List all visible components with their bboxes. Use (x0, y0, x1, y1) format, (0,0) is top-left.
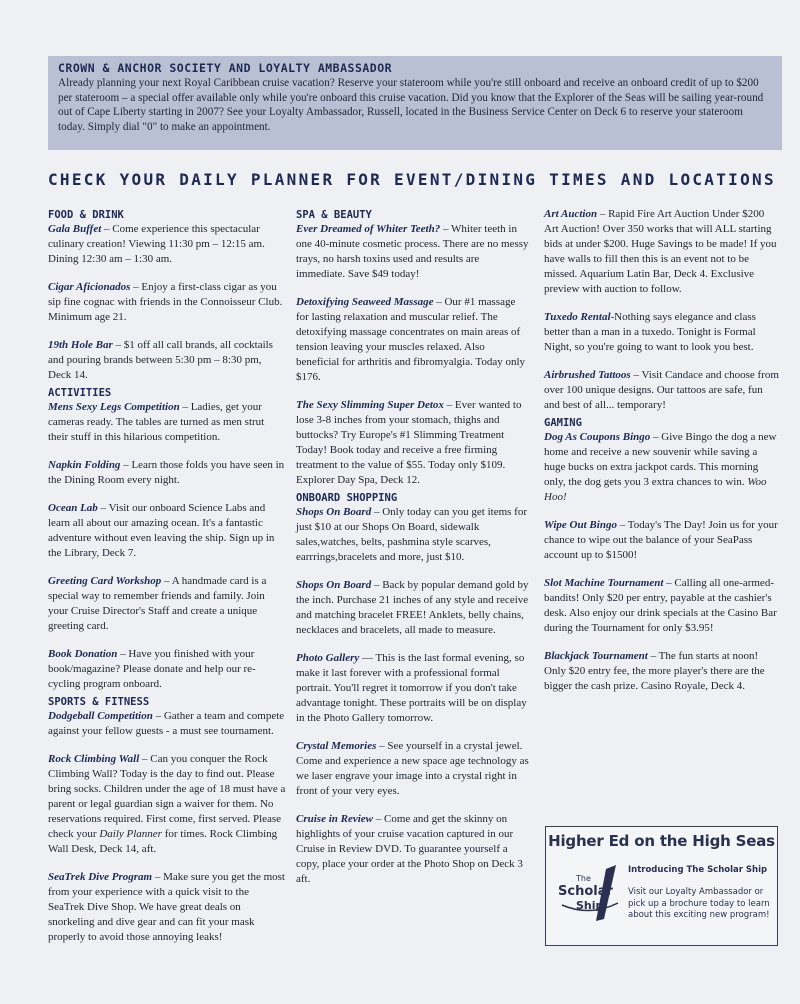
entry-wipeout-bingo: Wipe Out Bingo – Today's The Day! Join us for your chance to wipe out the balance of your SeaPass account up to $1500! (544, 519, 778, 561)
entry-greeting-card: Greeting Card Workshop – A handmade card is a special way to remember friends and family. Join your Cruise Director's Staff and create a unique greeting card. (48, 575, 267, 632)
entry-legs: Mens Sexy Legs Competition – Ladies, get your cameras ready. The tables are turned as men strut their stuff in this hilarious competition. (48, 401, 265, 443)
entry-gala-buffet: Gala Buffet – Come experience this spectacular culinary creation! Viewing 11:30 pm – 12:15 am. Dining 12:30 am – 1:30 am. (48, 223, 265, 265)
section-sports: SPORTS & FITNESS (48, 696, 150, 708)
entry-cigar: Cigar Aficionados – Enjoy a first-class cigar as you sip fine cognac with friends in the Connoisseur Club. Minimum age 21. (48, 281, 283, 323)
ad-text: Visit our Loyalty Ambassador or pick up a brochure today to learn about this exciting new program! (628, 887, 770, 920)
section-gaming: GAMING (544, 417, 582, 429)
banner-text: Already planning your next Royal Caribbean cruise vacation? Reserve your stateroom while you're still onboard and receive an onboard credit of up to $200 per stateroom – a special offer available only while you're onboard this cruise vacation. Did you know that the Explorer of the Seas will be sailing year-round out of Cape Liberty starting in 2007? See your Loyalty Ambassador, Russell, located in the Business Service Center on Deck 6 to reserve your stateroom today. Simply dial "0" to make an appointment. (58, 77, 764, 133)
entry-dog-bingo: Dog As Coupons Bingo – Give Bingo the dog a new home and receive a new souvenir while saving a huge bucks on extra jackpot cards. This morning only, the dog gets you 3 extra chances to win. Woo Hoo! (544, 431, 777, 503)
entry-19th-hole: 19th Hole Bar – $1 off all call brands, all cocktails and pouring brands between 5:30 pm – 8:30 pm, Deck 14. (48, 339, 273, 381)
entry-dodgeball: Dodgeball Competition – Gather a team and compete against your fellow guests - a must see tournament. (48, 710, 285, 737)
ad-title: Higher Ed on the High Seas (548, 832, 775, 850)
entry-seaweed-massage: Detoxifying Seaweed Massage – Our #1 massage for lasting relaxation and muscular relief. The detoxifying massage concentrates on main areas of tension leaving your muscles relaxed. Also beneficial for arthritis and fibromyalgia. Today only $176. (296, 296, 526, 383)
entry-rock-climbing: Rock Climbing Wall – Can you conquer the Rock Climbing Wall? Today is the day to find out. Please bring socks. Children under the age of 18 must have a parent or legal guardian sign a waiver for them. No reservations required. First come, first served. Please check your Daily Planner for times. Rock Climbing Wall Desk, Deck 14, aft. (48, 753, 286, 855)
entry-gold-by-inch: Shops On Board – Back by popular demand gold by the inch. Purchase 21 inches of any style and receive and matching bracelet FREE! Anklets, belly chains, necklaces and bracelets, all made to measure. (296, 579, 529, 636)
logo-text-the: The (576, 874, 591, 883)
entry-ocean-lab: Ocean Lab – Visit our onboard Science Labs and learn all about our amazing ocean. It's a fantastic adventure without even leaving the ship. Sign up in the Library, Deck 7. (48, 502, 275, 559)
entry-tattoos: Airbrushed Tattoos – Visit Candace and choose from over 100 unique designs. Our tattoos are safe, fun and best of all... temporary! (544, 369, 779, 411)
entry-slimming: The Sexy Slimming Super Detox – Ever wanted to lose 3-8 inches from your stomach, thighs and buttocks? Try Europe's #1 Slimming Treatment Today! Book today and receive a free firming treatment to the value of $55. Today only $109. Explorer Day Spa, Deck 12. (296, 399, 522, 486)
banner-title: CROWN & ANCHOR SOCIETY AND LOYALTY AMBASSADOR (58, 61, 393, 75)
column-3 (544, 207, 780, 707)
section-food-drink: FOOD & DRINK (48, 209, 124, 221)
entry-shops-on-board: Shops On Board – Only today can you get items for just $10 at our Shops On Board, sidewalk sales,watches, belts, pashmina style scarves, earrrings,bracelets and more, just $10. (296, 506, 528, 563)
scholar-ship-ad (545, 826, 778, 946)
column-2 (296, 207, 530, 900)
logo-text-ship: Ship (576, 899, 604, 912)
entry-dive: SeaTrek Dive Program – Make sure you get the most from your experience with a quick visit to the SeaTrek Dive Shop. We have great deals on snorkeling and dive gear and can fit your mask properly to avoid those annoying leaks! (48, 871, 285, 943)
section-spa: SPA & BEAUTY (296, 209, 372, 221)
entry-art-auction: Art Auction – Rapid Fire Art Auction Under $200 Art Auction! Over 350 works that will ALL starting bids at under $200. Huge Savings to be made! If you have walls to fill then this is an event not to be missed. Aquarium Latin Bar, Deck 4. Exclusive preview with auction to follow. (544, 208, 777, 295)
column-1 (48, 207, 286, 958)
section-activities: ACTIVITIES (48, 387, 112, 399)
page-title: CHECK YOUR DAILY PLANNER FOR EVENT/DINING TIMES AND LOCATIONS (48, 170, 776, 189)
entry-slot-tournament: Slot Machine Tournament – Calling all one-armed-bandits! Only $20 per entry, payable at the cashier's desk. Also enjoy our drink specials at the Casino Bar during the Tournament for only $3.95! (544, 577, 777, 634)
logo-text-scholar: Scholar (558, 884, 613, 899)
entry-tuxedo: Tuxedo Rental-Nothing says elegance and class better than a man in a tuxedo. Tonight is Formal Night, so you're going to want to look you best. (544, 311, 756, 353)
entry-napkin: Napkin Folding – Learn those folds you have seen in the Dining Room every night. (48, 459, 285, 486)
scholar-ship-logo (554, 863, 628, 927)
entry-crystal-memories: Crystal Memories – See yourself in a crystal jewel. Come and experience a new space age technology as we laser engrave your image into a crystal right in front of your very eyes. (296, 740, 529, 797)
entry-whiter-teeth: Ever Dreamed of Whiter Teeth? – Whiter teeth in one 40-minute cosmetic process. There are no messy trays, no harsh toxins used and results are immediate. Save $49 today! (296, 223, 529, 280)
loyalty-banner (48, 56, 782, 150)
ad-subtitle: Introducing The Scholar Ship (628, 865, 768, 875)
section-shopping: ONBOARD SHOPPING (296, 492, 398, 504)
entry-book-donation: Book Donation – Have you finished with your book/magazine? Please donate and help our re-cycling program onboard. (48, 648, 256, 690)
entry-photo-gallery: Photo Gallery — This is the last formal evening, so make it last forever with a professional formal portrait. You'll regret it tomorrow if you don't take advantage tonight. These portraits will be on display in the Photo Gallery tomorrow. (296, 652, 527, 724)
entry-blackjack: Blackjack Tournament – The fun starts at noon! Only $20 entry fee, the more player's there are the bigger the cash prize. Casino Royale, Deck 4. (544, 650, 765, 692)
entry-cruise-review: Cruise in Review – Come and get the skinny on highlights of your cruise vacation captured in our Cruise in Review DVD. To guarantee yourself a copy, place your order at the Photo Shop on Deck 3 aft. (296, 813, 523, 885)
